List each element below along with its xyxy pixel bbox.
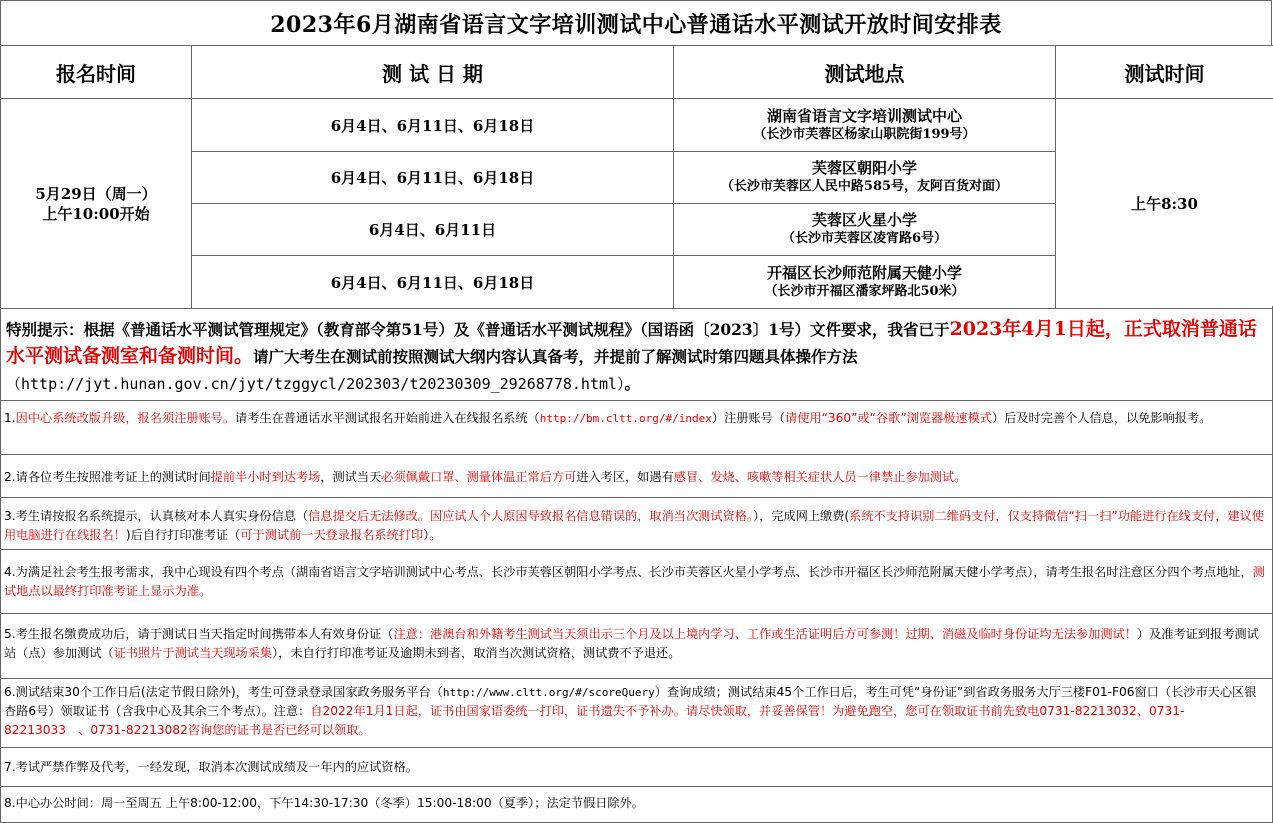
- item-highlight: 可于测试前一天登录报名系统打印: [240, 528, 424, 542]
- col-header-registration: 报名时间: [1, 46, 192, 99]
- item-text: 2.请各位考生按照准考证上的测试时间: [4, 470, 211, 484]
- item-highlight: 证书照片于测试当天现场采集: [113, 646, 273, 660]
- score-query-link[interactable]: http://www.cltt.org/#/scoreQuery: [442, 686, 655, 699]
- test-time-cell: 上午8:30: [1056, 99, 1273, 309]
- site-address: （长沙市芙蓉区人民中路585号，友阿百货对面）: [720, 179, 1009, 194]
- special-notice: [0, 306, 1273, 401]
- item-text: )后自行打印准考证（: [125, 528, 241, 542]
- item-highlight: 因中心系统改版升级，报名须注册账号。: [15, 411, 236, 425]
- notice-item-2: [0, 455, 1273, 498]
- col-header-test-time: 测试时间: [1056, 46, 1273, 99]
- site-name: 湖南省语言文字培训测试中心: [766, 106, 962, 125]
- site-name: 芙蓉区朝阳小学: [811, 159, 917, 177]
- registration-date: 5月29日（周一）: [35, 184, 157, 203]
- site-address: （长沙市芙蓉区杨家山职院街199号）: [753, 126, 976, 142]
- item-highlight: 请使用“360”或“谷歌”浏览器极速模式: [785, 411, 992, 425]
- item-highlight: 提前半小时到达考场: [210, 470, 321, 484]
- table-header-row: [1, 46, 1273, 99]
- page-title: 2023年6月湖南省语言文字培训测试中心普通话水平测试开放时间安排表: [0, 0, 1272, 45]
- item-text: 请考生在普通话水平测试报名开始前进入在线报名系统（: [235, 411, 540, 425]
- notice-item-3: [0, 498, 1273, 550]
- notice-link[interactable]: （http://jyt.hunan.gov.cn/jyt/tzggycl/202303/t20230309_29268778.html）: [6, 375, 625, 393]
- notice-text: 请广大考生在测试前按照测试大纲内容认真备考，并提前了解测试时第四题具体操作方法: [253, 347, 858, 366]
- notice-text: 特别提示：根据《普通话水平测试管理规定》（教育部令第51号）及《普通话水平测试规程》（国语函〔2023〕1号）文件要求，我省已于: [6, 320, 950, 339]
- test-dates: 6月4日、6月11日: [192, 204, 674, 256]
- item-highlight: 信息提交后无法修改。因应试人个人原因导致报名信息错误的，取消当次测试资格。: [308, 509, 753, 523]
- site-name: 芙蓉区火星小学: [811, 211, 917, 229]
- item-highlight: 必须佩戴口罩、测量体温正常后方可: [381, 470, 577, 484]
- col-header-test-site: 测试地点: [674, 46, 1056, 99]
- item-text: 进入考区，如遇有: [576, 470, 674, 484]
- item-highlight: 系统不支持识别二维码支付，仅支持微信“扫一扫”功能进行在线支付，建议使用电脑进行在线报名！: [4, 509, 1264, 542]
- registration-time-cell: [1, 99, 192, 309]
- item-text: 5.考生报名缴费成功后，请于测试日当天指定时间携带本人有效身份证（: [4, 627, 394, 641]
- item-text: ，测试当天: [320, 470, 382, 484]
- item-highlight: 感冒、发烧、咳嗽等相关症状人员一律禁止参加测试。: [673, 470, 967, 484]
- item-text: ），未自行打印准考证及逾期未到者，取消当次测试资格，测试费不予退还。: [272, 646, 681, 660]
- notice-item-7: 7.考试严禁作弊及代考，一经发现，取消本次测试成绩及一年内的应试资格。: [0, 748, 1273, 787]
- item-text: ），完成网上缴费(: [752, 509, 850, 523]
- item-highlight: 测试地点以最终打印准考证上显示为准。: [4, 565, 1265, 598]
- item-text: 4.为满足社会考生报考需求，我中心现设有四个考点（湖南省语言文字培训测试中心考点、长沙市芙蓉区朝阳小学考点、长沙市芙蓉区火星小学考点、长沙市开福区长沙师范附属天健小学考点），请考生报名时注意区分四个考点地址，: [4, 565, 1253, 579]
- registration-hour: 上午10:00开始: [42, 204, 150, 223]
- item-text: ）后及时完善个人信息，以免影响报考。: [991, 411, 1212, 425]
- item-highlight: 注意：港澳台和外籍考生测试当天须出示三个月及以上境内学习、工作或生活证明后方可参测！过期、消磁及临时身份证均无法参加测试！: [393, 627, 1137, 641]
- table-row: [1, 99, 1273, 152]
- site-address: （长沙市芙蓉区凌宵路6号）: [781, 231, 948, 246]
- test-site-cell: [674, 152, 1056, 204]
- notice-item-6: [0, 679, 1273, 748]
- item-text: ）查询成绩；测试结束45个工作日后，考生可凭“身份证”到省政务服务大厅三楼F01-F06窗口（长沙市天心区银杏路6号）领取证书（含我中心及其余三个考点）。注意：: [4, 685, 1257, 718]
- item-text: 3.考生请按报名系统提示，认真核对本人真实身份信息（: [4, 509, 309, 523]
- notice-item-4: [0, 550, 1273, 614]
- notice-highlight: 2023年4月1日起，正式取消普通话水平测试备测室和备测时间。: [6, 318, 1257, 367]
- notice-text: 。: [624, 374, 641, 393]
- schedule-table: [0, 45, 1273, 309]
- test-dates: 6月4日、6月11日、6月18日: [192, 99, 674, 152]
- item-text: 6.测试结束30个工作日后(法定节假日除外)，考生可登录登录国家政务服务平台（: [4, 685, 443, 699]
- col-header-test-date: 测 试 日 期: [192, 46, 674, 99]
- notice-item-1: [0, 401, 1273, 455]
- item-text: ）。: [423, 528, 442, 542]
- test-dates: 6月4日、6月11日、6月18日: [192, 152, 674, 204]
- test-site-cell: [674, 204, 1056, 256]
- item-text: 1.: [4, 411, 16, 425]
- registration-link[interactable]: http://bm.cltt.org/#/index: [539, 412, 712, 425]
- test-site-cell: [674, 256, 1056, 309]
- notice-item-5: [0, 614, 1273, 679]
- test-dates: 6月4日、6月11日、6月18日: [192, 256, 674, 309]
- notice-item-8: 8.中心办公时间：周一至周五 上午8:00-12:00，下午14:30-17:30（冬季）15:00-18:00（夏季）；法定节假日除外。: [0, 787, 1273, 823]
- item-highlight: 自2022年1月1日起，证书由国家语委统一打印，证书遗失不予补办。请尽快领取，并妥善保管！为避免跑空，您可在领取证书前先致电0731-82213032、0731-82213033 、0731-82213082咨询您的证书是否已经可以领取。: [4, 704, 1185, 737]
- test-site-cell: [674, 99, 1056, 152]
- site-address: （长沙市开福区潘家坪路北50米）: [764, 283, 965, 299]
- item-text: ）及准考证到报考测试站（点）参加测试（: [4, 627, 1259, 660]
- site-name: 开福区长沙师范附属天健小学: [766, 263, 962, 282]
- item-text: ）注册账号（: [711, 411, 786, 425]
